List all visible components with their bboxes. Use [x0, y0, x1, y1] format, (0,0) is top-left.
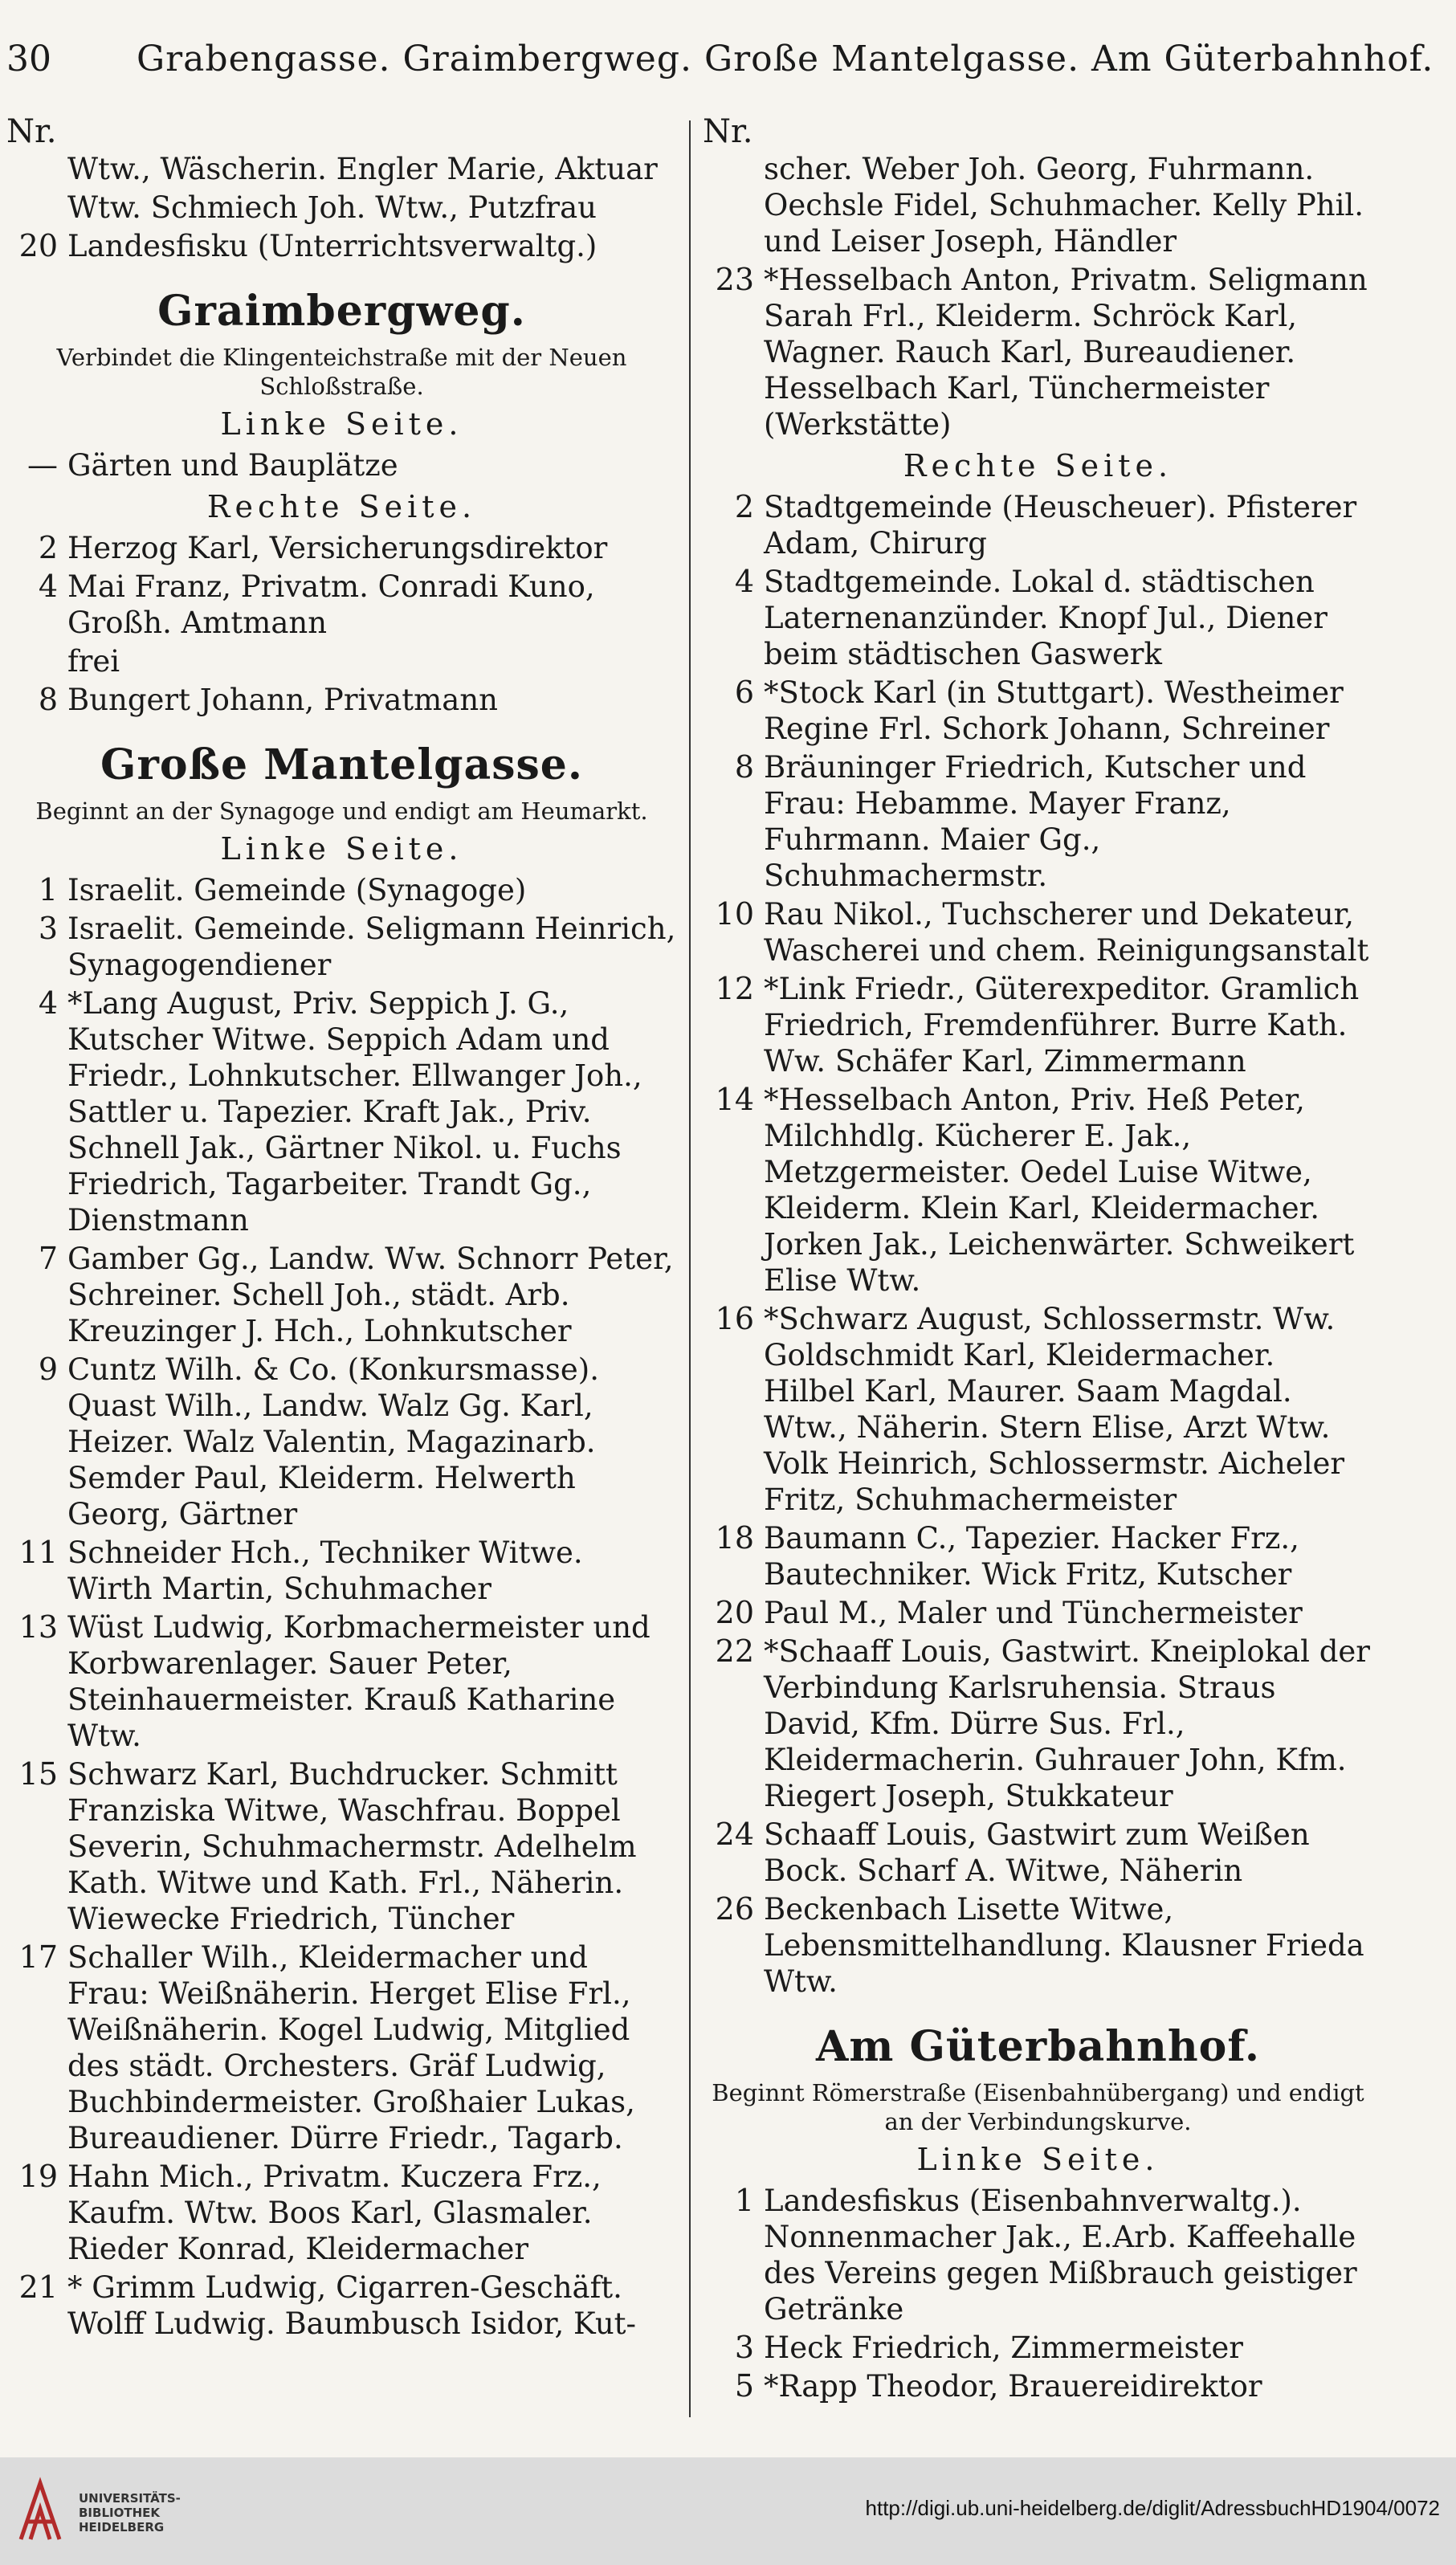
resident-text: *Hesselbach Anton, Privatm. Seligmann Sarah Frl., Kleiderm. Schröck Karl, Wagner. Rauch Karl, Bureaudiener. Hesselbach Karl, Tünchermeister (Werkstätte) [764, 263, 1368, 442]
house-number: 19 [18, 2159, 58, 2194]
address-entry [6, 1352, 677, 1532]
house-number: 8 [734, 749, 754, 785]
address-entry [703, 2183, 1373, 2327]
house-number: 20 [18, 228, 58, 263]
resident-text: Schaller Wilh., Kleidermacher und Frau: Weißnäherin. Herget Elise Frl., Weißnäherin. Kogel Ludwig, Mitglied des städt. Orchesters. Gräf Ludwig, Buchbindermeister. Großhaier Lukas, Bureaudiener. Dürre Friedr., Tagarb. [67, 1940, 635, 2155]
library-logo-text [79, 2491, 181, 2534]
resident-text: Hahn Mich., Privatm. Kuczera Frz., Kaufm. Wtw. Boos Karl, Glasmaler. Rieder Konrad, Kleidermacher [67, 2159, 602, 2266]
logo-line: HEIDELBERG [79, 2520, 165, 2534]
side-label-right: Rechte Seite. [903, 448, 1173, 483]
address-entry [6, 530, 677, 566]
page-number: 30 [6, 39, 51, 80]
address-entry [703, 564, 1373, 672]
logo-strokes [21, 2483, 59, 2539]
house-number: 18 [715, 1520, 754, 1556]
street-description: Beginnt Römerstraße (Eisenbahnübergang) und endigt an der Verbindungskurve. [712, 2079, 1364, 2135]
address-entry [6, 1609, 677, 1754]
resident-text: Schaaff Louis, Gastwirt zum Weißen Bock. Scharf A. Witwe, Näherin [764, 1817, 1310, 1888]
logo-line: BIBLIOTHEK [79, 2506, 160, 2520]
running-head [0, 32, 1456, 88]
entries-left-side [6, 447, 677, 483]
left-column [6, 112, 677, 2425]
resident-text: Heck Friedrich, Zimmermeister [764, 2331, 1243, 2365]
address-entry [703, 1633, 1373, 1814]
address-entry [703, 1595, 1373, 1631]
house-number: 24 [715, 1817, 754, 1852]
address-entry [6, 1535, 677, 1607]
resident-text: Stadtgemeinde (Heuscheuer). Pfisterer Adam, Chirurg [764, 490, 1357, 561]
address-entry [703, 675, 1373, 747]
street-description: Verbindet die Klingenteichstraße mit der Neuen Schloßstraße. [56, 344, 627, 400]
house-number: 15 [18, 1756, 58, 1792]
address-entry [703, 896, 1373, 969]
resident-text: *Rapp Theodor, Brauereidirektor [764, 2369, 1262, 2404]
house-number: 9 [38, 1352, 58, 1387]
resident-text: *Schaaff Louis, Gastwirt. Kneiplokal der Verbindung Karlsruhensia. Straus David, Kfm. Dürre Sus. Frl., Kleidermacherin. Guhrauer John, Kfm. Riegert Joseph, Stukkateur [764, 1634, 1370, 1813]
address-entry [6, 228, 677, 264]
resident-text: Schneider Hch., Techniker Witwe. Wirth Martin, Schuhmacher [67, 1535, 583, 1606]
resident-text: Baumann C., Tapezier. Hacker Frz., Bautechniker. Wick Fritz, Kutscher [764, 1521, 1299, 1592]
resident-text: Schwarz Karl, Buchdrucker. Schmitt Franziska Witwe, Waschfrau. Boppel Severin, Schuhmachermstr. Adelhelm Kath. Witwe und Kath. Frl., Näherin. Wiewecke Friedrich, Tüncher [67, 1757, 637, 1936]
address-entry [703, 1891, 1373, 2000]
side-label-left: Linke Seite. [220, 831, 463, 867]
house-number: 21 [18, 2269, 58, 2305]
house-number: 8 [38, 682, 58, 717]
resident-text: Beckenbach Lisette Witwe, Lebensmittelhandlung. Klausner Frieda Wtw. [764, 1892, 1364, 1999]
house-number: 4 [38, 985, 58, 1021]
address-entry [703, 2368, 1373, 2404]
house-number: 12 [715, 971, 754, 1006]
address-entry [6, 872, 677, 908]
column-divider [689, 120, 691, 2417]
resident-text: Gamber Gg., Landw. Ww. Schnorr Peter, Schreiner. Schell Joh., städt. Arb. Kreuzinger J. Hch., Lohnkutscher [67, 1242, 674, 1348]
side-label-left: Linke Seite. [916, 2142, 1160, 2177]
address-entry [703, 2330, 1373, 2366]
address-entry [6, 1241, 677, 1349]
resident-text: Herzog Karl, Versicherungsdirektor [67, 531, 608, 565]
address-entry [6, 1939, 677, 2156]
entries-right-side [6, 530, 677, 718]
house-number: 2 [734, 489, 754, 524]
address-entry [6, 2269, 677, 2342]
address-entry [6, 2159, 677, 2267]
house-number: 2 [38, 530, 58, 565]
address-entry [6, 569, 677, 641]
library-logo-icon [16, 2475, 64, 2544]
source-url-link[interactable]: http://digi.ub.uni-heidelberg.de/diglit/AdressbuchHD1904/0072 [865, 2496, 1440, 2520]
house-number: 13 [18, 1609, 58, 1645]
top-entries [703, 151, 1373, 442]
address-entry [703, 749, 1373, 894]
house-number: 7 [38, 1241, 58, 1276]
address-entry [6, 985, 677, 1238]
resident-text: Bungert Johann, Privatmann [67, 683, 498, 717]
house-number: 1 [38, 872, 58, 907]
resident-text: Bräuninger Friedrich, Kutscher und Frau: Hebamme. Mayer Franz, Fuhrmann. Maier Gg., Schuhmachermstr. [764, 750, 1307, 893]
viewer-footer [0, 2457, 1456, 2565]
resident-text: * Grimm Ludwig, Cigarren-Geschäft. Wolff Ludwig. Baumbusch Isidor, Kut- [67, 2270, 637, 2341]
resident-text: Wtw., Wäscherin. Engler Marie, Aktuar [67, 152, 658, 186]
right-column [703, 112, 1373, 2425]
house-number: 20 [715, 1595, 754, 1630]
nr-label: Nr. [703, 113, 753, 150]
house-number: 10 [715, 896, 754, 932]
address-entry [703, 151, 1373, 259]
house-number: 6 [734, 675, 754, 710]
house-number: 17 [18, 1939, 58, 1975]
resident-text: Gärten und Bauplätze [67, 448, 398, 483]
logo-line: UNIVERSITÄTS- [79, 2491, 181, 2506]
address-entry [703, 1301, 1373, 1518]
house-number: 26 [715, 1891, 754, 1927]
address-entry [703, 971, 1373, 1079]
resident-text: Landesfisku (Unterrichtsverwaltg.) [67, 229, 597, 263]
house-number: 3 [734, 2330, 754, 2365]
address-entry [6, 911, 677, 983]
address-entry [6, 1756, 677, 1937]
page-title: Grabengasse. Graimbergweg. Große Mantelgasse. Am Güterbahnhof. [137, 39, 1434, 80]
resident-text: *Lang August, Priv. Seppich J. G., Kutscher Witwe. Seppich Adam und Friedr., Lohnkutscher. Ellwanger Joh., Sattler u. Tapezier. Kraft Jak., Priv. Schnell Jak., Gärtner Nikol. u. Fuchs Friedrich, Tagarbeiter. Trandt Gg., Dienstmann [67, 986, 642, 1238]
resident-text: *Hesselbach Anton, Priv. Heß Peter, Milchhdlg. Kücherer E. Jak., Metzgermeister. Oedel Luise Witwe, Kleiderm. Klein Karl, Kleidermacher. Jorken Jak., Leichenwärter. Schweikert Elise Wtw. [764, 1083, 1355, 1298]
resident-text: frei [67, 644, 120, 679]
house-number: 11 [18, 1535, 58, 1570]
house-number: 5 [734, 2368, 754, 2404]
address-entry [6, 643, 677, 679]
address-entry [703, 1082, 1373, 1299]
resident-text: Paul M., Maler und Tünchermeister [764, 1596, 1303, 1630]
resident-text: Rau Nikol., Tuchscherer und Dekateur, Wascherei und chem. Reinigungsanstalt [764, 897, 1369, 968]
resident-text: *Stock Karl (in Stuttgart). Westheimer Regine Frl. Schork Johann, Schreiner [764, 675, 1344, 746]
side-label-right: Rechte Seite. [206, 489, 477, 524]
address-entry [6, 151, 677, 187]
house-number: — [27, 447, 58, 483]
address-entry [703, 1520, 1373, 1592]
resident-text: scher. Weber Joh. Georg, Fuhrmann. Oechsle Fidel, Schuhmacher. Kelly Phil. und Leiser Joseph, Händler [764, 152, 1364, 259]
entries-left-side [6, 872, 677, 2342]
address-entry [703, 489, 1373, 561]
address-entry [6, 190, 677, 226]
street-description: Beginnt an der Synagoge und endigt am Heumarkt. [35, 797, 648, 825]
resident-text: Wtw. Schmiech Joh. Wtw., Putzfrau [67, 190, 597, 225]
address-entry [703, 1817, 1373, 1889]
entries-left-side [703, 2183, 1373, 2404]
address-entry [6, 447, 677, 483]
house-number: 4 [38, 569, 58, 604]
street-heading-am-gueterbahnhof: Am Güterbahnhof. [816, 2022, 1260, 2071]
side-label-left: Linke Seite. [220, 406, 463, 442]
nr-label: Nr. [6, 113, 57, 150]
top-entries [6, 151, 677, 264]
resident-text: Israelit. Gemeinde (Synagoge) [67, 873, 527, 907]
house-number: 22 [715, 1633, 754, 1669]
house-number: 16 [715, 1301, 754, 1336]
street-heading-grosse-mantelgasse: Große Mantelgasse. [100, 740, 583, 789]
resident-text: *Link Friedr., Güterexpeditor. Gramlich Friedrich, Fremdenführer. Burre Kath. Ww. Schäfer Karl, Zimmermann [764, 972, 1360, 1079]
resident-text: Israelit. Gemeinde. Seligmann Heinrich, Synagogendiener [67, 911, 676, 982]
street-heading-graimbergweg: Graimbergweg. [157, 287, 526, 336]
resident-text: Mai Franz, Privatm. Conradi Kuno, Großh. Amtmann [67, 569, 595, 640]
entries-right-side [703, 489, 1373, 2000]
house-number: 23 [715, 262, 754, 297]
house-number: 1 [734, 2183, 754, 2218]
address-entry [6, 682, 677, 718]
house-number: 3 [38, 911, 58, 946]
resident-text: *Schwarz August, Schlossermstr. Ww. Goldschmidt Karl, Kleidermacher. Hilbel Karl, Maurer. Saam Magdal. Wtw., Näherin. Stern Elise, Arzt Wtw. Volk Heinrich, Schlossermstr. Aicheler Fritz, Schuhmachermeister [764, 1302, 1345, 1517]
resident-text: Cuntz Wilh. & Co. (Konkursmasse). Quast Wilh., Landw. Walz Gg. Karl, Heizer. Walz Valentin, Magazinarb. Semder Paul, Kleiderm. Helwerth Georg, Gärtner [67, 1352, 599, 1531]
address-entry [703, 262, 1373, 442]
house-number: 4 [734, 564, 754, 599]
resident-text: Stadtgemeinde. Lokal d. städtischen Laternenanzünder. Knopf Jul., Diener beim städtischen Gaswerk [764, 565, 1328, 671]
resident-text: Wüst Ludwig, Korbmachermeister und Korbwarenlager. Sauer Peter, Steinhauermeister. Krauß Katharine Wtw. [67, 1610, 651, 1753]
house-number: 14 [715, 1082, 754, 1117]
resident-text: Landesfiskus (Eisenbahnverwaltg.). Nonnenmacher Jak., E.Arb. Kaffeehalle des Vereins gegen Mißbrauch geistiger Getränke [764, 2184, 1357, 2326]
